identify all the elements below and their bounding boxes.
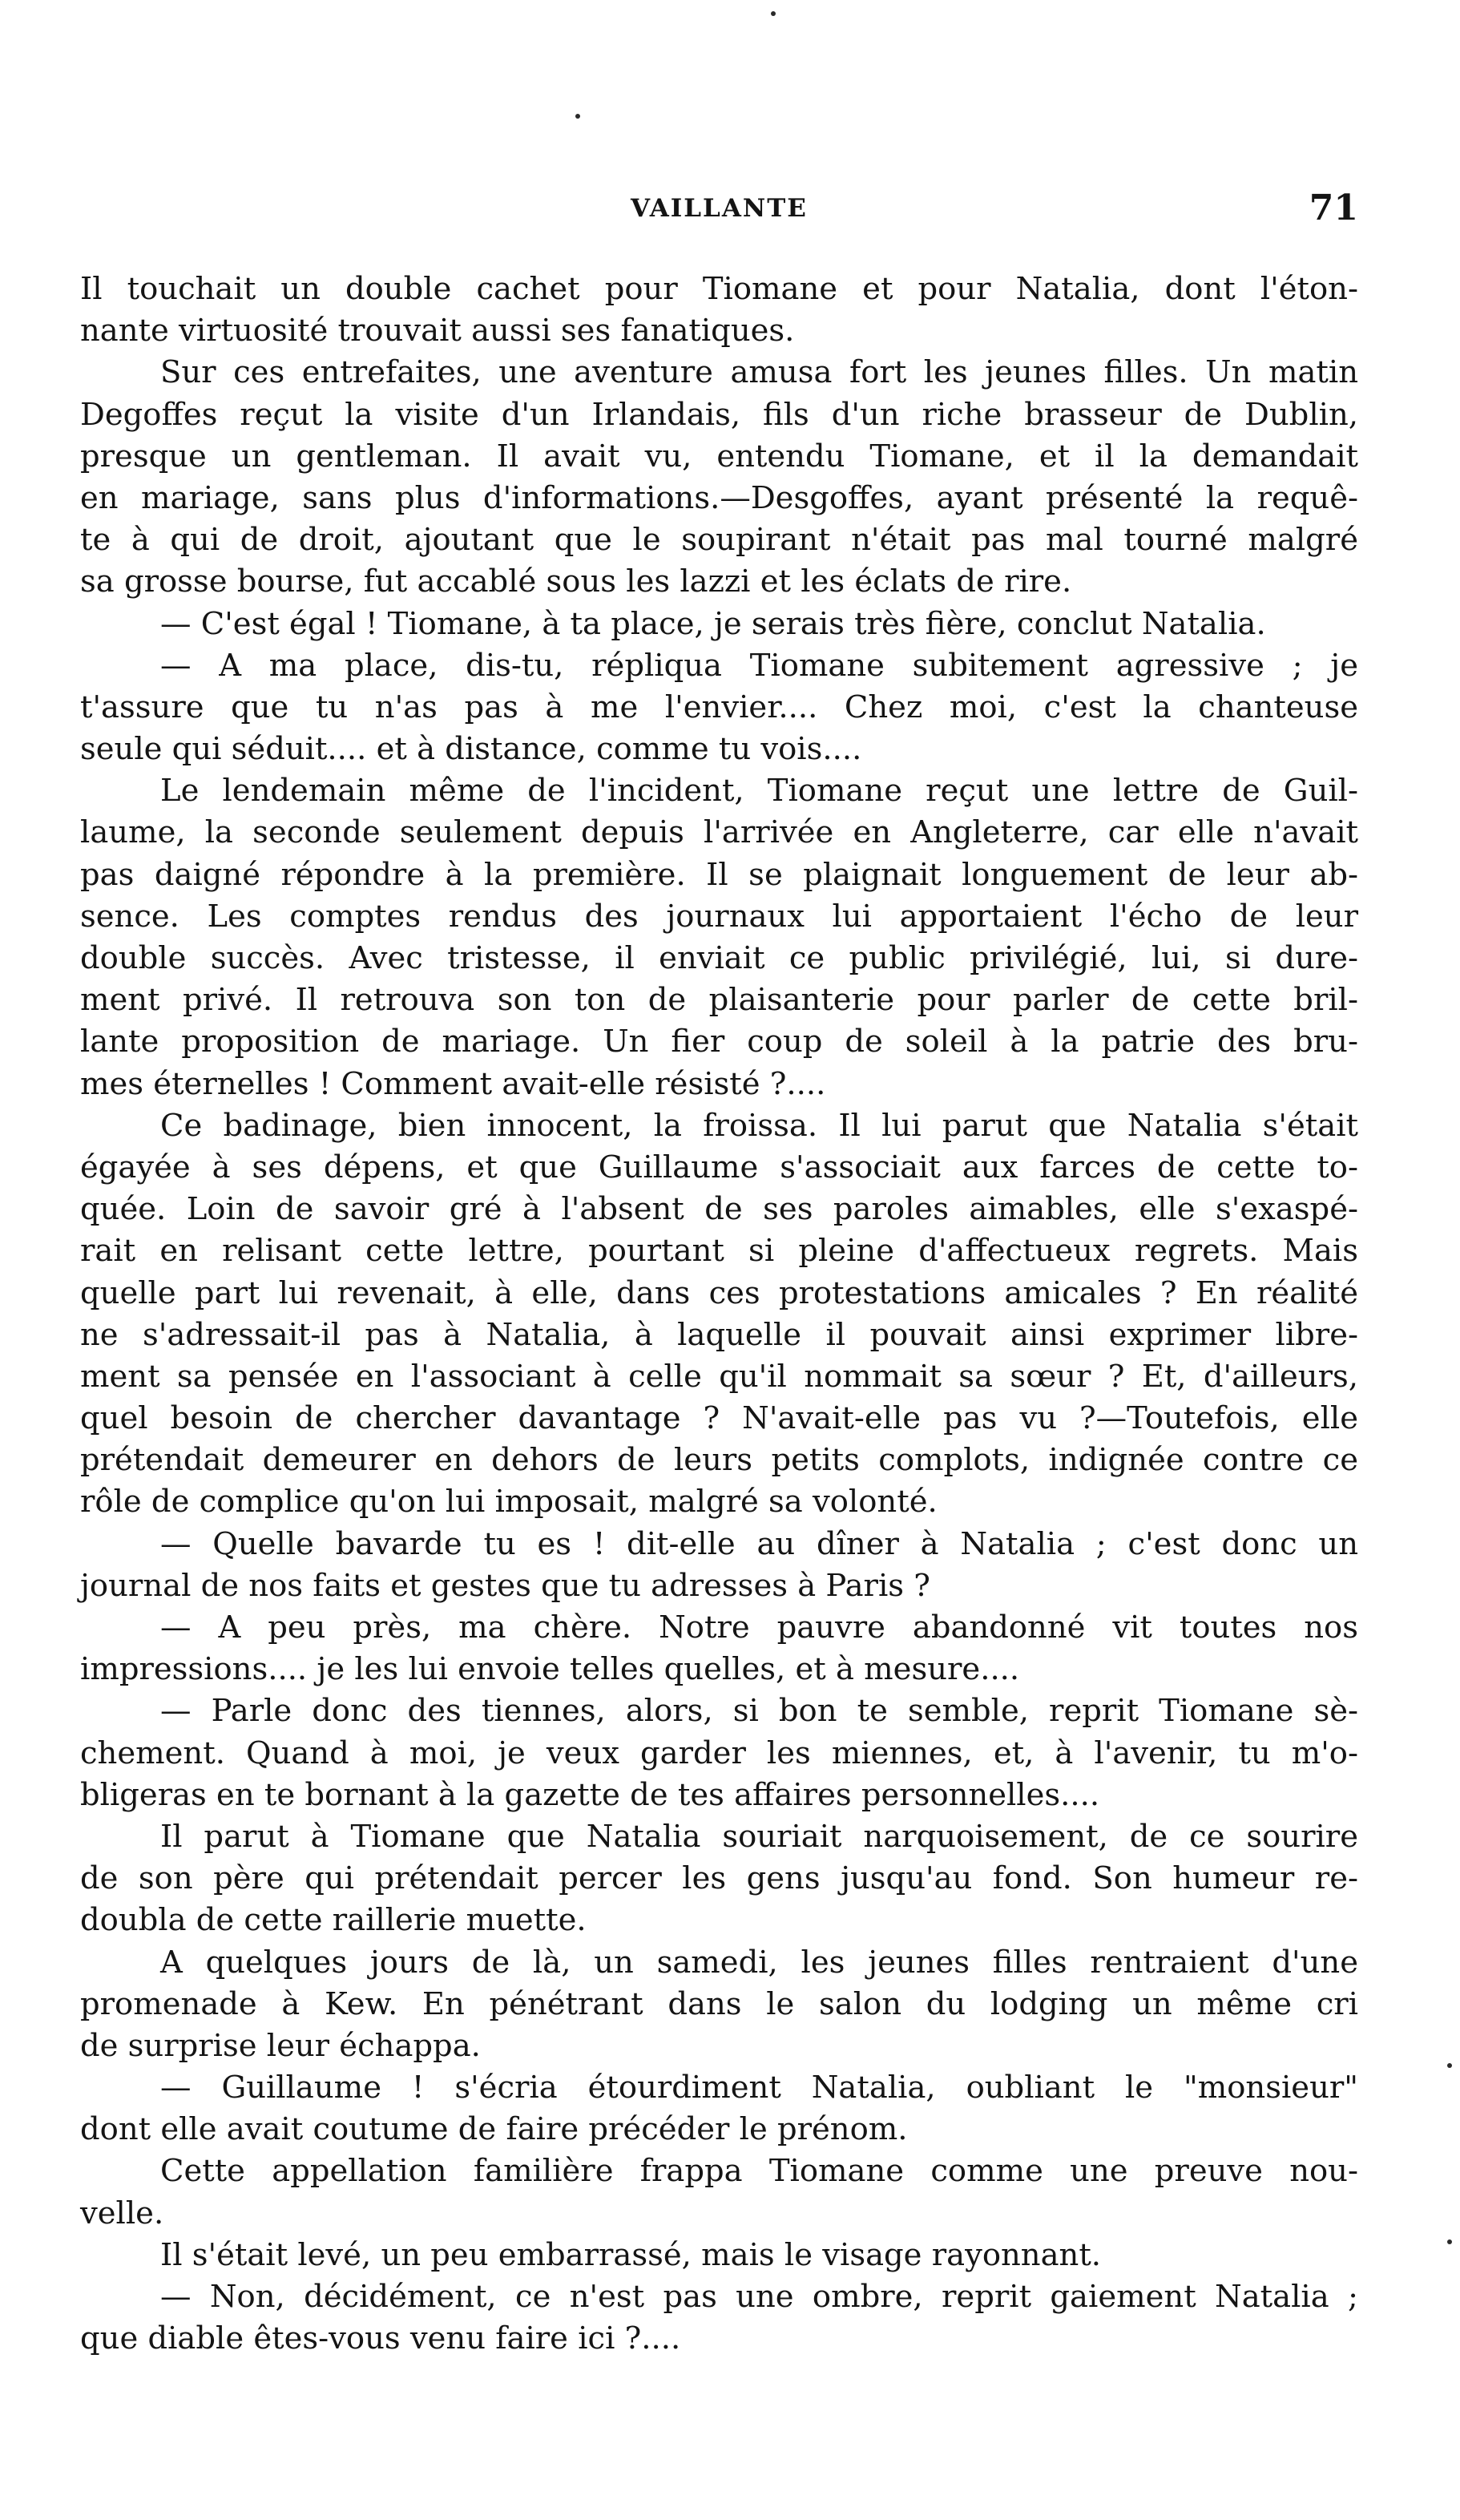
body-text bbox=[80, 269, 1358, 2360]
text-line: prétendait demeurer en dehors de leurs petits complots, indignée contre ce bbox=[80, 1442, 1358, 1479]
text-line: Il s'était levé, un peu embarrassé, mais le visage rayonnant. bbox=[160, 2236, 1102, 2273]
text-line: Cette appellation familière frappa Tiomane comme une preuve nou- bbox=[160, 2153, 1358, 2190]
text-line: seule qui séduit.... et à distance, comme tu vois.... bbox=[80, 731, 862, 768]
text-line: rait en relisant cette lettre, pourtant si pleine d'affectueux regrets. Mais bbox=[80, 1233, 1358, 1270]
text-line: bligeras en te bornant à la gazette de tes affaires personnelles.... bbox=[80, 1776, 1100, 1813]
text-line: — C'est égal ! Tiomane, à ta place, je serais très fière, conclut Natalia. bbox=[160, 605, 1266, 642]
print-speck bbox=[1447, 2239, 1452, 2244]
text-line: Ce badinage, bien innocent, la froissa. Il lui parut que Natalia s'était bbox=[160, 1107, 1358, 1144]
text-line: lante proposition de mariage. Un fier coup de soleil à la patrie des bru- bbox=[80, 1024, 1358, 1060]
text-line: double succès. Avec tristesse, il enviait ce public privilégié, lui, si dure- bbox=[80, 940, 1358, 976]
text-line: — Non, décidément, ce n'est pas une ombre, reprit gaiement Natalia ; bbox=[160, 2279, 1358, 2315]
text-line: Il touchait un double cachet pour Tiomane et pour Natalia, dont l'éton- bbox=[80, 271, 1358, 307]
text-line: sence. Les comptes rendus des journaux lui apportaient l'écho de leur bbox=[80, 898, 1358, 935]
text-line: mes éternelles ! Comment avait-elle résisté ?.... bbox=[80, 1065, 826, 1102]
running-title: VAILLANTE bbox=[631, 194, 808, 223]
text-line: dont elle avait coutume de faire précéder le prénom. bbox=[80, 2111, 908, 2148]
text-line: quée. Loin de savoir gré à l'absent de ses paroles aimables, elle s'exaspé- bbox=[80, 1191, 1358, 1228]
text-line: en mariage, sans plus d'informations.—Desgoffes, ayant présenté la requê- bbox=[80, 479, 1358, 516]
text-line: ne s'adressait-il pas à Natalia, à laquelle il pouvait ainsi exprimer libre- bbox=[80, 1316, 1358, 1353]
text-line: Degoffes reçut la visite d'un Irlandais, fils d'un riche brasseur de Dublin, bbox=[80, 396, 1358, 433]
text-line: quelle part lui revenait, à elle, dans ces protestations amicales ? En réalité bbox=[80, 1274, 1358, 1311]
text-line: presque un gentleman. Il avait vu, entendu Tiomane, et il la demandait bbox=[80, 438, 1358, 475]
text-line: doubla de cette raillerie muette. bbox=[80, 1902, 587, 1939]
text-line: t'assure que tu n'as pas à me l'envier.... Chez moi, c'est la chanteuse bbox=[80, 689, 1358, 725]
text-line: Le lendemain même de l'incident, Tiomane reçut une lettre de Guil- bbox=[160, 773, 1358, 810]
text-line: promenade à Kew. En pénétrant dans le salon du lodging un même cri bbox=[80, 1985, 1358, 2022]
text-line: rôle de complice qu'on lui imposait, malgré sa volonté. bbox=[80, 1484, 938, 1520]
text-line: velle. bbox=[80, 2195, 164, 2231]
text-line: sa grosse bourse, fut accablé sous les lazzi et les éclats de rire. bbox=[80, 563, 1072, 600]
text-line: journal de nos faits et gestes que tu adresses à Paris ? bbox=[80, 1567, 930, 1604]
text-line: ment privé. Il retrouva son ton de plaisanterie pour parler de cette bril- bbox=[80, 982, 1358, 1019]
text-line: — A peu près, ma chère. Notre pauvre abandonné vit toutes nos bbox=[160, 1609, 1358, 1646]
text-line: — Quelle bavarde tu es ! dit-elle au dîner à Natalia ; c'est donc un bbox=[160, 1525, 1358, 1562]
text-line: égayée à ses dépens, et que Guillaume s'associait aux farces de cette to- bbox=[80, 1149, 1358, 1185]
print-speck bbox=[1447, 2063, 1452, 2068]
page-number: 71 bbox=[1309, 188, 1358, 228]
text-line: chement. Quand à moi, je veux garder les miennes, et, à l'avenir, tu m'o- bbox=[80, 1735, 1358, 1771]
text-line: — A ma place, dis-tu, répliqua Tiomane subitement agressive ; je bbox=[160, 647, 1358, 684]
text-line: de son père qui prétendait percer les gens jusqu'au fond. Son humeur re- bbox=[80, 1860, 1358, 1897]
text-line: de surprise leur échappa. bbox=[80, 2027, 481, 2064]
text-line: laume, la seconde seulement depuis l'arrivée en Angleterre, car elle n'avait bbox=[80, 814, 1358, 851]
text-line: que diable êtes-vous venu faire ici ?.... bbox=[80, 2320, 681, 2357]
text-line: — Guillaume ! s'écria étourdiment Natalia, oubliant le "monsieur" bbox=[160, 2070, 1358, 2106]
print-speck bbox=[771, 11, 776, 16]
text-line: — Parle donc des tiennes, alors, si bon te semble, reprit Tiomane sè- bbox=[160, 1693, 1358, 1730]
text-line: nante virtuosité trouvait aussi ses fanatiques. bbox=[80, 313, 795, 349]
text-line: te à qui de droit, ajoutant que le soupirant n'était pas mal tourné malgré bbox=[80, 522, 1358, 559]
text-line: quel besoin de chercher davantage ? N'avait-elle pas vu ?—Toutefois, elle bbox=[80, 1400, 1358, 1437]
text-line: ment sa pensée en l'associant à celle qu'il nommait sa sœur ? Et, d'ailleurs, bbox=[80, 1358, 1358, 1395]
text-line: Il parut à Tiomane que Natalia souriait narquoisement, de ce sourire bbox=[160, 1818, 1358, 1855]
print-speck bbox=[575, 114, 580, 119]
text-line: A quelques jours de là, un samedi, les jeunes filles rentraient d'une bbox=[160, 1944, 1358, 1981]
text-line: impressions.... je les lui envoie telles quelles, et à mesure.... bbox=[80, 1651, 1020, 1688]
book-page bbox=[80, 0, 1358, 2520]
text-line: Sur ces entrefaites, une aventure amusa fort les jeunes filles. Un matin bbox=[160, 354, 1358, 391]
page-header bbox=[80, 188, 1358, 236]
text-line: pas daigné répondre à la première. Il se plaignait longuement de leur ab- bbox=[80, 856, 1358, 893]
